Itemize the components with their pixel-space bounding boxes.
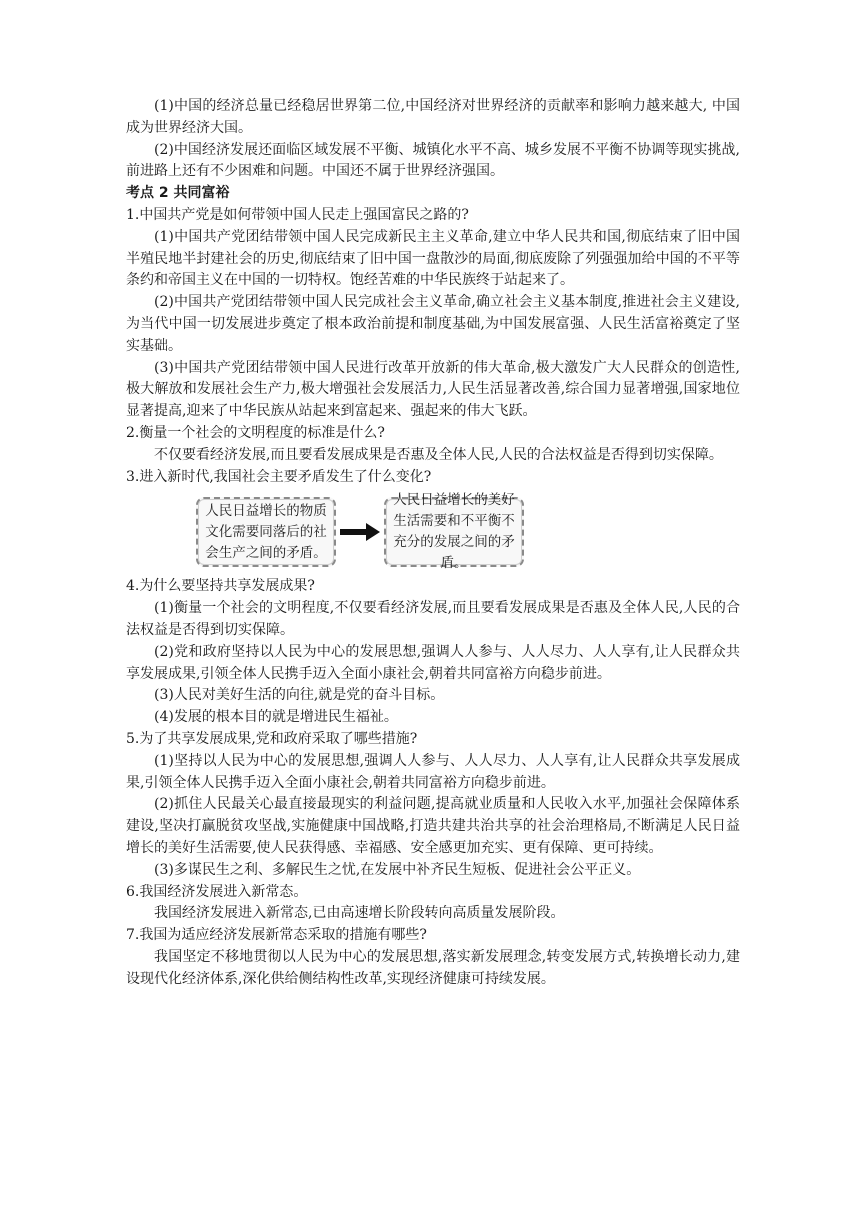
q7-answer: 我国坚定不移地贯彻以人民为中心的发展思想,落实新发展理念,转变发展方式,转换增长动力,建设现代化经济体系,深化供给侧结构性改革,实现经济健康可持续发展。 — [126, 948, 740, 987]
q4-point-2: (2)党和政府坚持以人民为中心的发展思想,强调人人参与、人人尽力、人人享有,让人民群众共享发展成果,引领全体人民携手迈入全面小康社会,朝着共同富裕方向稳步前进。 — [126, 643, 740, 682]
intro-point-2: (2)中国经济发展还面临区域发展不平衡、城镇化水平不高、城乡发展不平衡不协调等现实挑战,前进路上还有不少困难和问题。中国还不属于世界经济强国。 — [126, 141, 740, 180]
question-5: 5.为了共享发展成果,党和政府采取了哪些措施? — [126, 730, 418, 747]
q1-point-3: (3)中国共产党团结带领中国人民进行改革开放新的伟大革命,极大激发广大人民群众的创造性,极大解放和发展社会生产力,极大增强社会发展活力,人民生活显著改善,综合国力显著增强,国家地位显著提高,迎来了中华民族从站起来到富起来、强起来的伟大飞跃。 — [126, 359, 740, 420]
new-contradiction-text: 人民日益增长的美好生活需要和不平衡不充分的发展之间的矛盾。 — [393, 492, 515, 572]
question-6: 6.我国经济发展进入新常态。 — [126, 883, 308, 900]
intro-point-1: (1)中国的经济总量已经稳居世界第二位,中国经济对世界经济的贡献率和影响力越来越大, 中国成为世界经济大国。 — [126, 98, 740, 136]
q5-point-2: (2)抓住人民最关心最直接最现实的利益问题,提高就业质量和人民收入水平,加强社会保障体系建设,坚决打赢脱贫攻坚战,实施健康中国战略,打造共建共治共享的社会治理格局,不断满足人民日益增长的美好生活需要,使人民获得感、幸福感、安全感更加充实、更有保障、更可持续。 — [126, 796, 740, 856]
new-contradiction-box — [384, 492, 524, 572]
q5-point-3: (3)多谋民生之利、多解民生之忧,在发展中补齐民生短板、促进社会公平正义。 — [154, 861, 641, 878]
contradiction-diagram — [196, 492, 740, 572]
section-title: 考点 2 共同富裕 — [126, 185, 230, 202]
q4-point-1: (1)衡量一个社会的文明程度,不仅要看经济发展,而且要看发展成果是否惠及全体人民,人民的合法权益是否得到切实保障。 — [126, 600, 740, 638]
q1-point-1: (1)中国共产党团结带领中国人民完成新民主主义革命,建立中华人民共和国,彻底结束了旧中国半殖民地半封建社会的历史,彻底结束了旧中国一盘散沙的局面,彻底废除了列强强加给中国的不平等条约和帝国主义在中国的一切特权。饱经苦难的中华民族终于站起来了。 — [126, 228, 740, 289]
question-7: 7.我国为适应经济发展新常态采取的措施有哪些? — [126, 927, 427, 944]
q4-point-4: (4)发展的根本目的就是增进民生福祉。 — [154, 709, 398, 726]
q4-point-3: (3)人民对美好生活的向往,就是党的奋斗目标。 — [154, 687, 445, 704]
right-arrow-icon — [338, 522, 382, 542]
question-1: 1.中国共产党是如何带领中国人民走上强国富民之路的? — [126, 206, 469, 223]
old-contradiction-box — [196, 497, 336, 567]
question-4: 4.为什么要坚持共享发展成果? — [126, 578, 315, 595]
question-3: 3.进入新时代,我国社会主要矛盾发生了什么变化? — [126, 468, 432, 485]
q1-point-2: (2)中国共产党团结带领中国人民完成社会主义革命,确立社会主义基本制度,推进社会主义建设,为当代中国一切发展进步奠定了根本政治前提和制度基础,为中国发展富强、人民生活富裕奠定了坚实基础。 — [126, 294, 740, 354]
old-contradiction-text: 人民日益增长的物质文化需要同落后的社会生产之间的矛盾。 — [205, 502, 327, 561]
question-2: 2.衡量一个社会的文明程度的标准是什么? — [126, 424, 385, 441]
q5-point-1: (1)坚持以人民为中心的发展思想,强调人人参与、人人尽力、人人享有,让人民群众共享发展成果,引领全体人民携手迈入全面小康社会,朝着共同富裕方向稳步前进。 — [126, 752, 740, 791]
q6-answer: 我国经济发展进入新常态,已由高速增长阶段转向高质量发展阶段。 — [154, 905, 565, 922]
document-body — [126, 96, 740, 990]
q2-answer: 不仅要看经济发展,而且要看发展成果是否惠及全体人民,人民的合法权益是否得到切实保障。 — [154, 446, 723, 463]
